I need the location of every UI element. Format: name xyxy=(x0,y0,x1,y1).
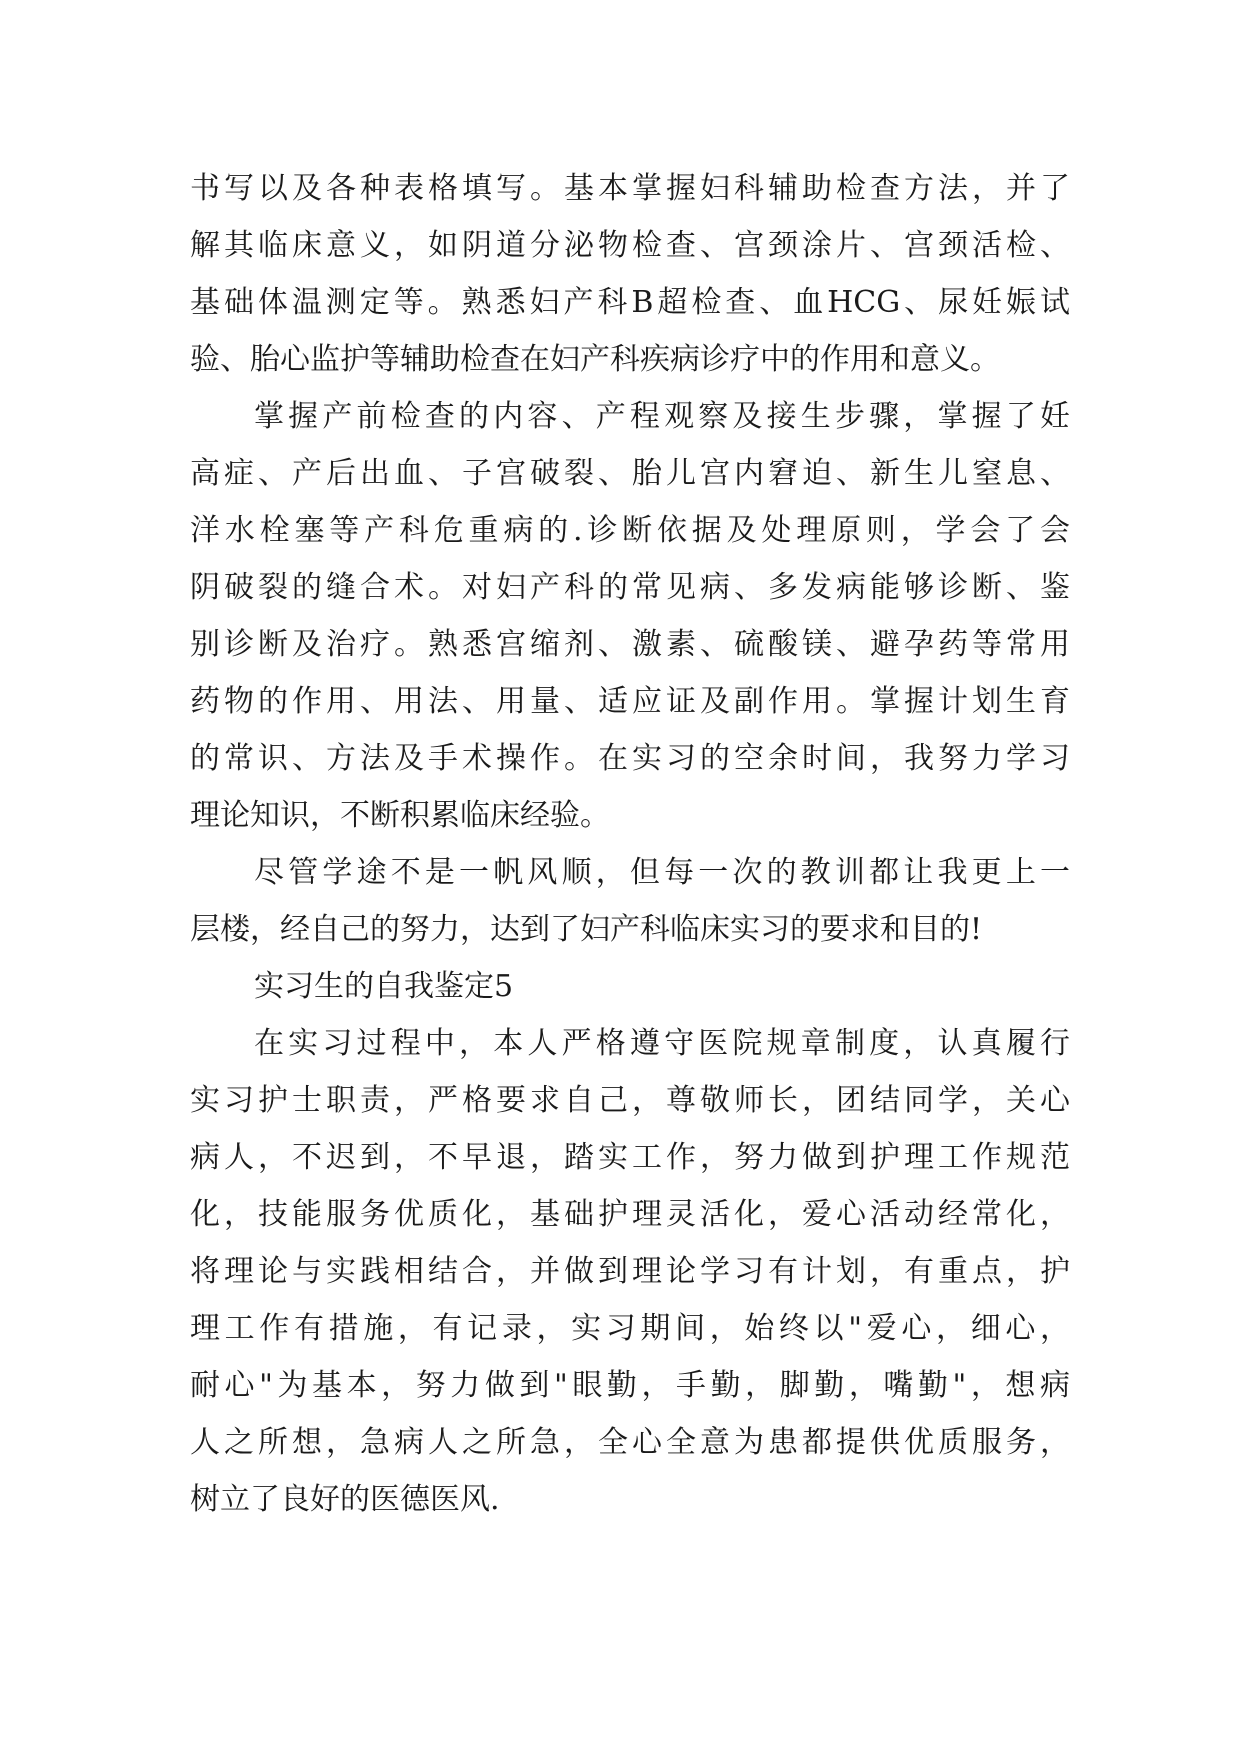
text-line: 洋水栓塞等产科危重病的.诊断依据及处理原则，学会了会 xyxy=(190,513,1070,548)
text-line: 药物的作用、用法、用量、适应证及副作用。掌握计划生育 xyxy=(190,684,1070,719)
text-line: 病人，不迟到，不早退，踏实工作，努力做到护理工作规范 xyxy=(190,1140,1070,1175)
text-line: 层楼，经自己的努力，达到了妇产科临床实习的要求和目的! xyxy=(190,912,983,947)
text-line: 验、胎心监护等辅助检查在妇产科疾病诊疗中的作用和意义。 xyxy=(190,342,1000,377)
text-line: 理论知识，不断积累临床经验。 xyxy=(190,798,610,833)
text-line: 实习护士职责，严格要求自己，尊敬师长，团结同学，关心 xyxy=(190,1083,1070,1118)
text-line: 将理论与实践相结合，并做到理论学习有计划，有重点，护 xyxy=(190,1254,1070,1289)
text-line: 别诊断及治疗。熟悉宫缩剂、激素、硫酸镁、避孕药等常用 xyxy=(190,627,1070,662)
text-line: 高症、产后出血、子宫破裂、胎儿宫内窘迫、新生儿窒息、 xyxy=(190,456,1070,491)
text-line: 的常识、方法及手术操作。在实习的空余时间，我努力学习 xyxy=(190,741,1070,776)
text-line: 解其临床意义，如阴道分泌物检查、宫颈涂片、宫颈活检、 xyxy=(190,228,1070,263)
text-line: 在实习过程中，本人严格遵守医院规章制度，认真履行 xyxy=(254,1026,1070,1061)
text-line: 阴破裂的缝合术。对妇产科的常见病、多发病能够诊断、鉴 xyxy=(190,570,1070,605)
text-line: 树立了良好的医德医风. xyxy=(190,1482,500,1517)
body-text xyxy=(190,160,1070,1528)
text-line: 人之所想，急病人之所急，全心全意为患都提供优质服务， xyxy=(190,1425,1070,1460)
section-heading: 实习生的自我鉴定5 xyxy=(254,969,514,1004)
text-line: 耐心"为基本，努力做到"眼勤，手勤，脚勤，嘴勤"，想病 xyxy=(190,1368,1070,1403)
text-line: 掌握产前检查的内容、产程观察及接生步骤，掌握了妊 xyxy=(254,399,1070,434)
text-line: 尽管学途不是一帆风顺，但每一次的教训都让我更上一 xyxy=(254,855,1070,890)
text-line: 化，技能服务优质化，基础护理灵活化，爱心活动经常化， xyxy=(190,1197,1070,1232)
text-line: 基础体温测定等。熟悉妇产科B超检查、血HCG、尿妊娠试 xyxy=(190,285,1070,320)
text-line: 理工作有措施，有记录，实习期间，始终以"爱心，细心， xyxy=(190,1311,1070,1346)
text-line: 书写以及各种表格填写。基本掌握妇科辅助检查方法，并了 xyxy=(190,171,1070,206)
